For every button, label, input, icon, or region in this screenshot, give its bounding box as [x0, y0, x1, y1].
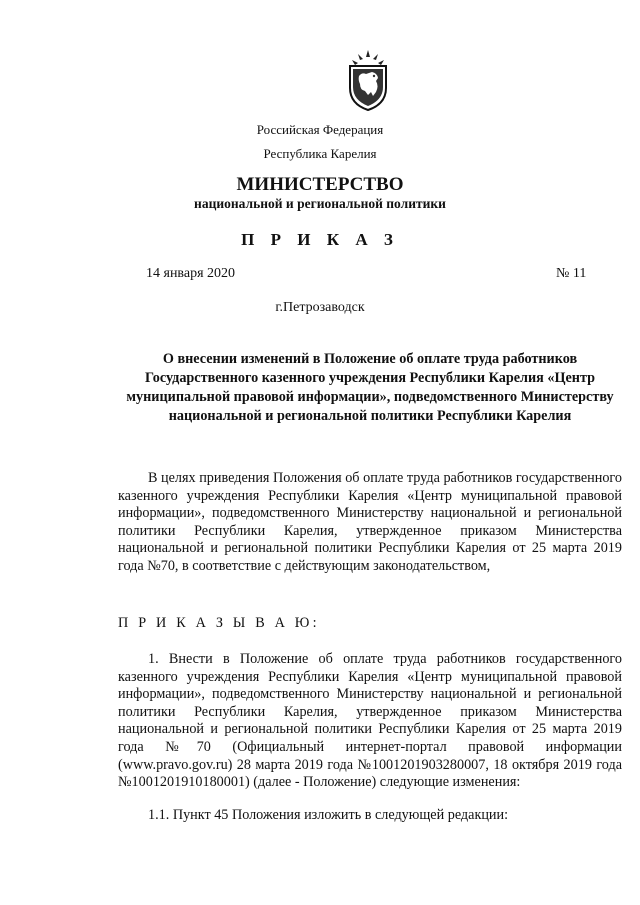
republic-label: Республика Карелия: [263, 146, 377, 161]
document-number: № 11: [556, 266, 587, 281]
country-label: Российская Федерация: [256, 122, 384, 137]
preamble-paragraph: В целях приведения Положения об оплате труда работников государственного казенного учреждения Республики Карелия «Центр муниципальной правовой информации», подведомственного Министерству национальной и региональной политики Республики Карелия, утвержденное приказом Министерства национальной и региональной политики Республики Карелия от 25 марта 2019 года №70, в соответствие с действующим законодательством,: [118, 470, 622, 574]
karelia-coat-of-arms-emblem: [346, 48, 390, 112]
ministry-title: МИНИСТЕРСТВО: [236, 174, 404, 195]
item-1-1-paragraph: 1.1. Пункт 45 Положения изложить в следующей редакции:: [148, 807, 509, 823]
city-label: г.Петрозаводск: [275, 300, 365, 315]
ministry-subtitle: национальной и региональной политики: [194, 196, 446, 211]
document-title: О внесении изменений в Положение об оплате труда работников Государственного казенного учреждения Республики Карелия «Центр муниципальной правовой информации», подведомственного Министерству национальной и региональной политики Республики Карелия: [126, 351, 614, 424]
orders-heading: П Р И К А З Ы В А Ю:: [118, 615, 320, 631]
document-type: П Р И К А З: [241, 230, 399, 249]
item-1-paragraph: 1. Внести в Положение об оплате труда работников государственного казенного учреждения Республики Карелия «Центр муниципальной правовой информации», подведомственного Министерству национальной и региональной политики Республики Карелия, утвержденное приказом Министерства национальной и региональной политики Республики Карелия от 25 марта 2019 года №70 (Официальный интернет-портал правовой информации (www.pravo.gov.ru) 28 марта 2019 года №1001201903280007, 18 октября 2019 года №1001201910180001) (далее - Положение) следующие изменения:: [118, 651, 622, 791]
document-date: 14 января 2020: [146, 266, 236, 281]
